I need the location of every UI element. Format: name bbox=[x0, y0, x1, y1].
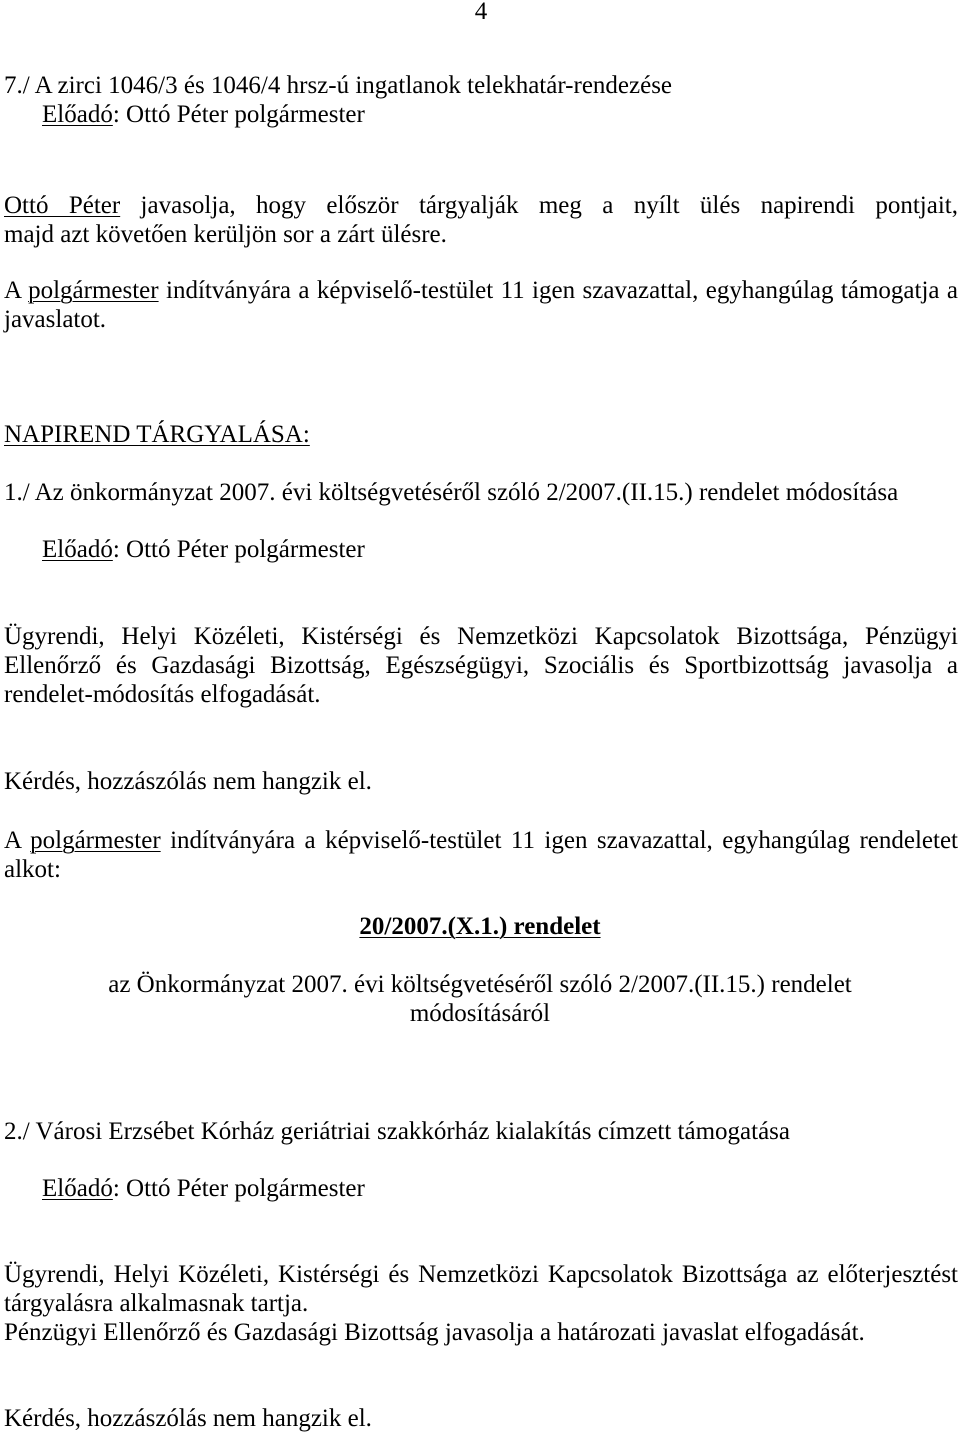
decree-title-line2: módosításáról bbox=[409, 1000, 551, 1027]
item1-no-questions: Kérdés, hozzászólás nem hangzik el. bbox=[4, 768, 372, 795]
item1-title: 1./ Az önkormányzat 2007. évi költségvetéséről szóló 2/2007.(II.15.) rendelet módosítása bbox=[4, 479, 899, 506]
item7-vote-line2: javaslatot. bbox=[4, 306, 107, 333]
page-number: 4 bbox=[474, 0, 488, 25]
presenter-text: : Ottó Péter polgármester bbox=[112, 536, 365, 563]
presenter-text: : Ottó Péter polgármester bbox=[112, 101, 365, 128]
item2-committee-line1: Ügyrendi, Helyi Közéleti, Kistérségi és Nemzetközi Kapcsolatok Bizottsága az előterjesztést bbox=[4, 1261, 958, 1288]
item7-title: 7./ A zirci 1046/3 és 1046/4 hrsz-ú ingatlanok telekhatár-rendezése bbox=[4, 72, 673, 99]
vote-role: polgármester bbox=[28, 277, 159, 304]
item1-vote-line2: alkot: bbox=[4, 856, 61, 883]
proposal-text: javasolja, hogy először tárgyalják meg a nyílt ülés napirendi pontjait, bbox=[120, 192, 958, 219]
item2-finance-committee: Pénzügyi Ellenőrző és Gazdasági Bizottság javasolja a határozati javaslat elfogadását. bbox=[4, 1319, 865, 1346]
presenter-label: Előadó bbox=[42, 536, 113, 563]
item1-committee-line1: Ügyrendi, Helyi Közéleti, Kistérségi és Nemzetközi Kapcsolatok Bizottsága, Pénzügyi bbox=[4, 623, 958, 650]
vote-text: indítványára a képviselő-testület 11 igen szavazattal, egyhangúlag támogatja a bbox=[158, 277, 958, 304]
item1-committee-line3: rendelet-módosítás elfogadását. bbox=[4, 681, 321, 708]
item7-presenter bbox=[42, 100, 942, 129]
item7-proposal-line2: majd azt követően kerüljön sor a zárt ülésre. bbox=[4, 221, 447, 248]
agenda-heading-text: NAPIREND TÁRGYALÁSA: bbox=[4, 421, 310, 448]
presenter-label: Előadó bbox=[42, 1175, 113, 1202]
item2-no-questions: Kérdés, hozzászólás nem hangzik el. bbox=[4, 1405, 372, 1432]
decree-title-line1: az Önkormányzat 2007. évi költségvetéséről szóló 2/2007.(II.15.) rendelet bbox=[108, 971, 852, 998]
item2-presenter bbox=[42, 1174, 942, 1203]
decree-number-text: 20/2007.(X.1.) rendelet bbox=[359, 913, 601, 940]
mayor-name: Ottó Péter bbox=[4, 192, 121, 219]
item7-proposal-line1 bbox=[4, 191, 958, 220]
agenda-heading bbox=[4, 420, 958, 449]
item2-committee-line2: tárgyalásra alkalmasnak tartja. bbox=[4, 1290, 309, 1317]
vote-lead: A bbox=[4, 277, 29, 304]
vote-role: polgármester bbox=[30, 827, 161, 854]
vote-text: indítványára a képviselő-testület 11 igen szavazattal, egyhangúlag rendeletet bbox=[160, 827, 958, 854]
presenter-label: Előadó bbox=[42, 101, 113, 128]
item7-vote-line1 bbox=[4, 276, 958, 305]
presenter-text: : Ottó Péter polgármester bbox=[112, 1175, 365, 1202]
item1-vote-line1 bbox=[4, 826, 958, 855]
vote-lead: A bbox=[4, 827, 31, 854]
item1-committee-line2: Ellenőrző és Gazdasági Bizottság, Egészségügyi, Szociális és Sportbizottság javasolja a bbox=[4, 652, 958, 679]
item1-presenter bbox=[42, 535, 942, 564]
decree-number bbox=[0, 912, 960, 941]
item2-title: 2./ Városi Erzsébet Kórház geriátriai szakkórház kialakítás címzett támogatása bbox=[4, 1118, 791, 1145]
